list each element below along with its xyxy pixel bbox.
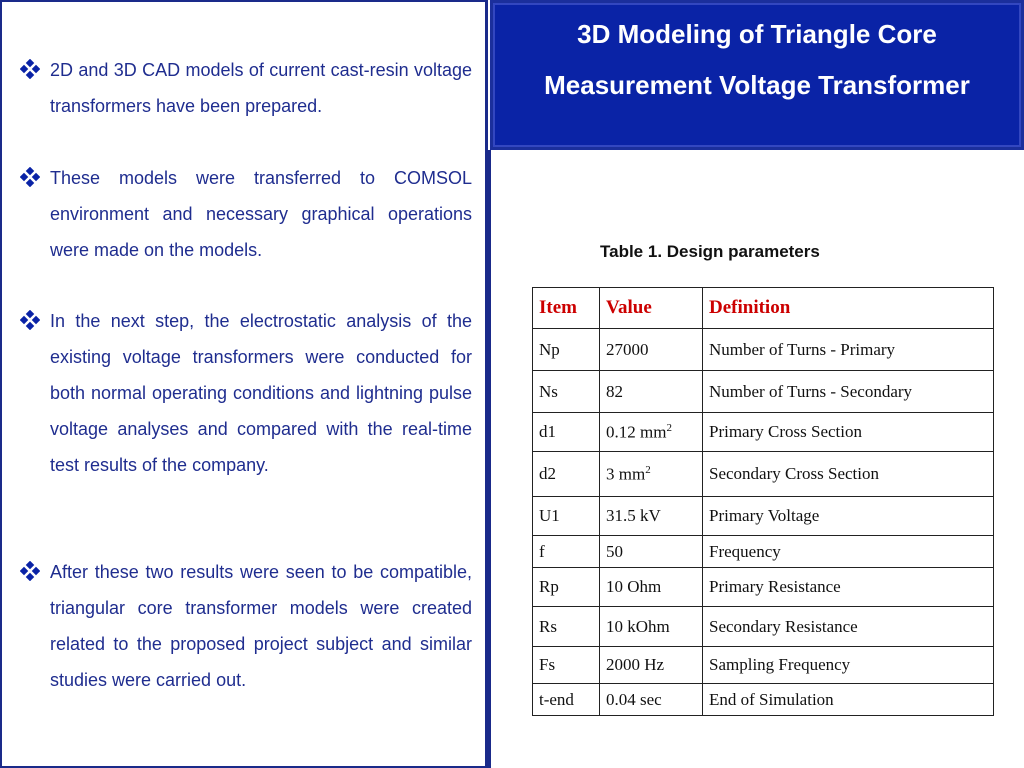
cell-value-text: 0.04 sec: [606, 689, 662, 709]
table-body: [533, 329, 994, 716]
cell-item: Np: [533, 329, 600, 371]
bullet-item: [20, 160, 472, 268]
cell-item: d1: [533, 413, 600, 452]
table-row: [533, 413, 994, 452]
cell-value: [600, 684, 703, 716]
diamond-bullet-icon: [20, 561, 40, 581]
table-row: [533, 329, 994, 371]
table-row: [533, 607, 994, 647]
cell-value-text: 10 Ohm: [606, 577, 662, 596]
cell-value: [600, 497, 703, 536]
bullet-text: These models were transferred to COMSOL environment and necessary graphical operations were made on the models.: [50, 168, 472, 260]
table-row: [533, 452, 994, 497]
cell-item: Rs: [533, 607, 600, 647]
cell-definition: Number of Turns - Secondary: [703, 371, 994, 413]
header-value: Value: [600, 288, 703, 329]
cell-definition: Primary Cross Section: [703, 413, 994, 452]
cell-item: Fs: [533, 647, 600, 684]
cell-value: [600, 329, 703, 371]
cell-definition: Sampling Frequency: [703, 647, 994, 684]
diamond-bullet-icon: [20, 167, 40, 187]
cell-value-text: 31.5 kV: [606, 506, 661, 525]
table-caption: Table 1. Design parameters: [600, 242, 820, 261]
slide-title-line-1: 3D Modeling of Triangle Core: [577, 19, 937, 49]
bullet-item: [20, 303, 472, 483]
cell-item: t-end: [533, 684, 600, 716]
cell-value: [600, 413, 703, 452]
table-row: [533, 568, 994, 607]
unit-superscript: 2: [645, 463, 651, 476]
cell-definition: Secondary Resistance: [703, 607, 994, 647]
bullet-text: After these two results were seen to be compatible, triangular core transformer models were created related to the proposed project subject and similar studies were carried out.: [50, 562, 472, 690]
cell-value-text: 82: [606, 381, 623, 401]
cell-value: [600, 452, 703, 497]
cell-item: U1: [533, 497, 600, 536]
cell-definition: Primary Resistance: [703, 568, 994, 607]
bullet-item: [20, 52, 472, 124]
cell-value-text: 2000 Hz: [606, 655, 665, 674]
cell-item: Ns: [533, 371, 600, 413]
table-row: [533, 647, 994, 684]
diamond-bullet-icon: [20, 310, 40, 330]
cell-definition: Number of Turns - Primary: [703, 329, 994, 371]
cell-definition: End of Simulation: [703, 684, 994, 716]
bullet-panel: [0, 0, 488, 768]
cell-definition: Secondary Cross Section: [703, 452, 994, 497]
unit-superscript: 2: [666, 421, 672, 434]
cell-item: f: [533, 536, 600, 568]
cell-item: d2: [533, 452, 600, 497]
table-row: [533, 497, 994, 536]
cell-definition: Primary Voltage: [703, 497, 994, 536]
cell-value: [600, 568, 703, 607]
cell-value: [600, 536, 703, 568]
cell-value-text: 10 kOhm: [606, 616, 670, 636]
slide-title-line-2: Measurement Voltage Transformer: [544, 70, 970, 100]
bullet-text: 2D and 3D CAD models of current cast-resin voltage transformers have been prepared.: [50, 60, 472, 116]
table-row: [533, 371, 994, 413]
bullet-item: [20, 554, 472, 698]
bullet-text: In the next step, the electrostatic analysis of the existing voltage transformers were conducted for both normal operating conditions and lightning pulse voltage analyses and compared with the real-time test results of the company.: [50, 311, 472, 475]
cell-value-text: 50: [606, 541, 623, 561]
table-header-row: [533, 288, 994, 329]
cell-value: [600, 371, 703, 413]
cell-definition: Frequency: [703, 536, 994, 568]
cell-value-text: 0.12 mm: [606, 422, 667, 442]
cell-value: [600, 607, 703, 647]
cell-value-text: 3 mm: [606, 464, 646, 484]
diamond-bullet-icon: [20, 59, 40, 79]
table-row: [533, 536, 994, 568]
design-parameters-table: [532, 287, 994, 716]
cell-item: Rp: [533, 568, 600, 607]
header-item: Item: [533, 288, 600, 329]
cell-value-text: 27000: [606, 339, 649, 359]
panel-divider: [488, 150, 491, 768]
header-definition: Definition: [703, 288, 994, 329]
slide-title-box: [490, 0, 1024, 150]
table-row: [533, 684, 994, 716]
cell-value: [600, 647, 703, 684]
